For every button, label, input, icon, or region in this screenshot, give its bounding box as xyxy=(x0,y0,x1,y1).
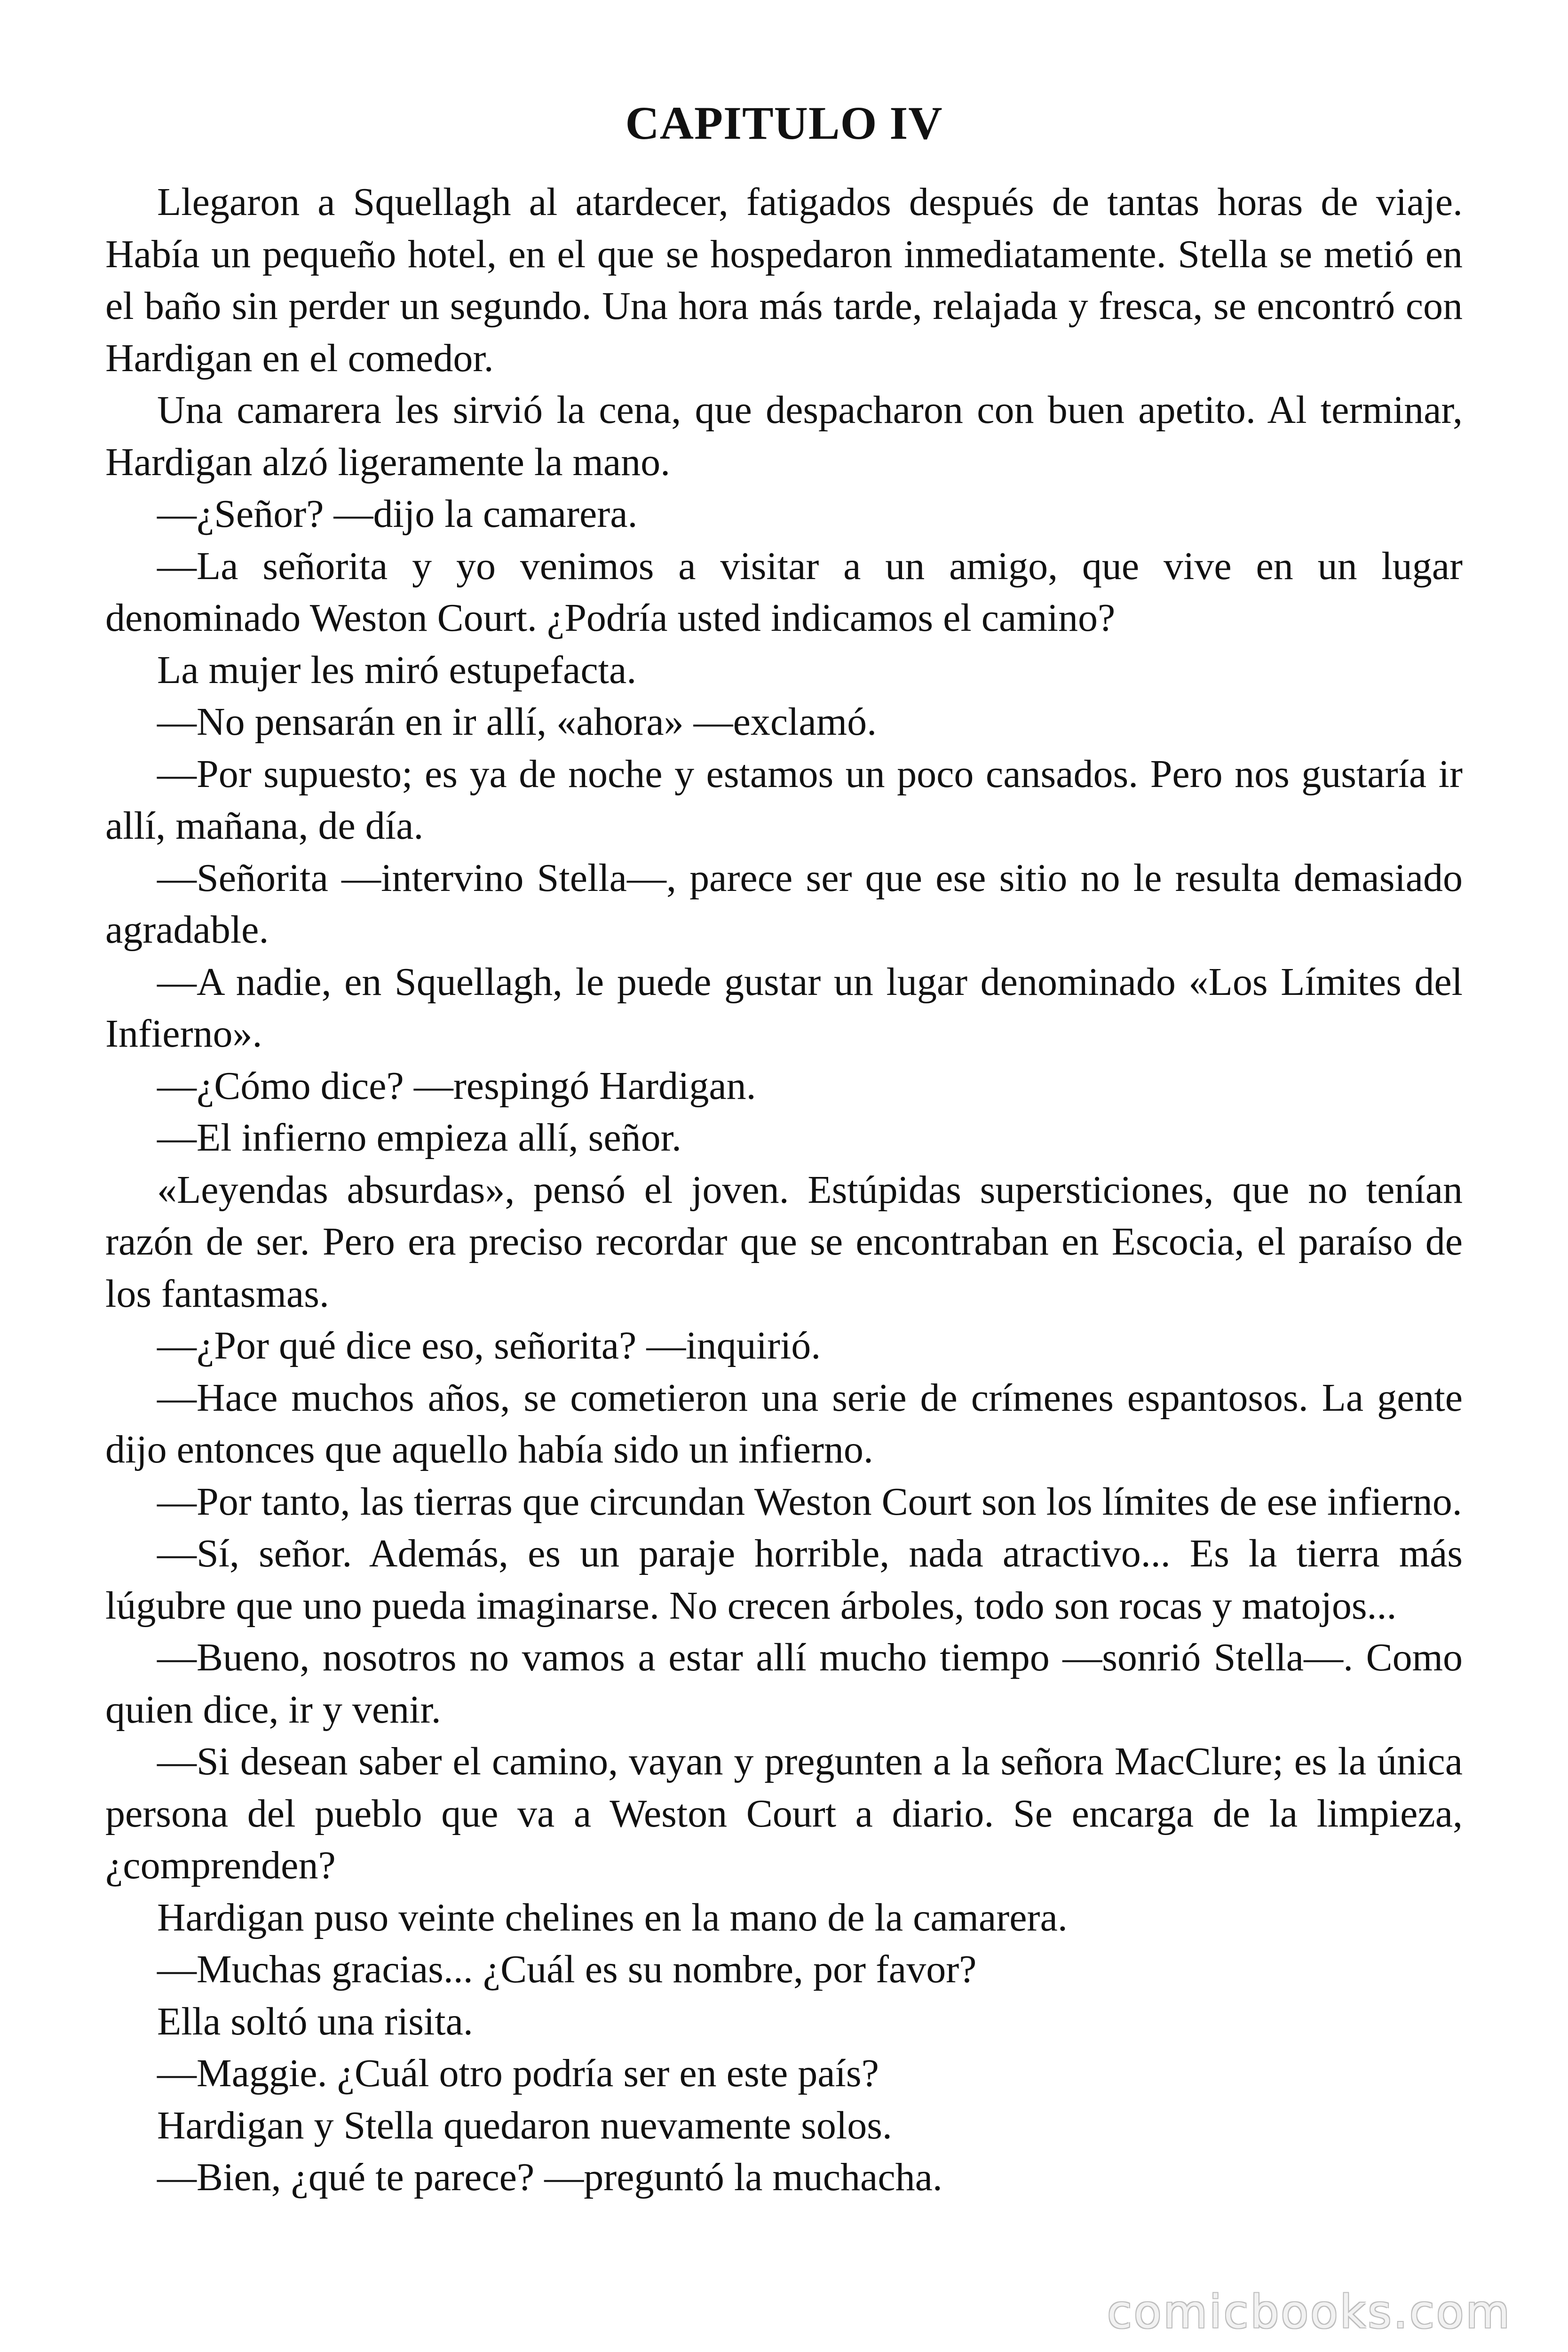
site-watermark: comicbooks.com xyxy=(1107,2286,1512,2338)
paragraph: —¿Señor? —dijo la camarera. xyxy=(157,492,638,536)
paragraph: —Por supuesto; es ya de noche y estamos un poco cansados. Pero nos gustaría ir allí, mañana, de día. xyxy=(105,752,1463,848)
paragraph: —Señorita —intervino Stella—, parece ser que ese sitio no le resulta demasiado agradable. xyxy=(105,856,1463,952)
paragraph: Llegaron a Squellagh al atardecer, fatigados después de tantas horas de viaje. Había un pequeño hotel, en el que se hospedaron inmediatamente. Stella se metió en el baño sin perder un segundo. Una hora más tarde, relajada y fresca, se encontró con Hardigan en el comedor. xyxy=(105,180,1463,380)
paragraph: —La señorita y yo venimos a visitar a un amigo, que vive en un lugar denominado Weston Court. ¿Podría usted indicamos el camino? xyxy=(105,544,1463,640)
paragraph: —Por tanto, las tierras que circundan Weston Court son los límites de ese infierno. xyxy=(157,1479,1462,1524)
paragraph: —Hace muchos años, se cometieron una serie de crímenes espantosos. La gente dijo entonces que aquello había sido un infierno. xyxy=(105,1375,1463,1471)
paragraph: —No pensarán en ir allí, «ahora» —exclamó. xyxy=(157,700,877,744)
paragraph: —El infierno empieza allí, señor. xyxy=(157,1116,681,1160)
paragraph: —¿Por qué dice eso, señorita? —inquirió. xyxy=(157,1324,821,1367)
paragraph: —¿Cómo dice? —respingó Hardigan. xyxy=(157,1064,756,1108)
chapter-title: CAPITULO IV xyxy=(625,97,943,149)
paragraph: Hardigan y Stella quedaron nuevamente solos. xyxy=(157,2103,892,2147)
paragraph: —A nadie, en Squellagh, le puede gustar un lugar denominado «Los Límites del Infierno». xyxy=(105,960,1463,1056)
paragraph: —Sí, señor. Además, es un paraje horrible, nada atractivo... Es la tierra más lúgubre que uno pueda imaginarse. No crecen árboles, todo son rocas y matojos... xyxy=(105,1532,1463,1628)
paragraph: —Maggie. ¿Cuál otro podría ser en este país? xyxy=(157,2051,879,2095)
paragraph: La mujer les miró estupefacta. xyxy=(157,648,637,692)
paragraph: Hardigan puso veinte chelines en la mano de la camarera. xyxy=(157,1895,1068,1939)
paragraph: Ella soltó una risita. xyxy=(157,1999,473,2043)
paragraph: «Leyendas absurdas», pensó el joven. Estúpidas supersticiones, que no tenían razón de ser. Pero era preciso recordar que se encontraban en Escocia, el paraíso de los fantasmas. xyxy=(105,1168,1463,1316)
paragraph: —Bien, ¿qué te parece? —preguntó la muchacha. xyxy=(157,2155,942,2199)
paragraph: Una camarera les sirvió la cena, que despacharon con buen apetito. Al terminar, Hardigan alzó ligeramente la mano. xyxy=(105,388,1463,484)
chapter-text xyxy=(105,176,1463,2204)
paragraph: —Muchas gracias... ¿Cuál es su nombre, por favor? xyxy=(157,1947,977,1991)
paragraph: —Si desean saber el camino, vayan y pregunten a la señora MacClure; es la única persona del pueblo que va a Weston Court a diario. Se encarga de la limpieza, ¿comprenden? xyxy=(105,1740,1463,1887)
paragraph: —Bueno, nosotros no vamos a estar allí mucho tiempo —sonrió Stella—. Como quien dice, ir y venir. xyxy=(105,1636,1463,1732)
